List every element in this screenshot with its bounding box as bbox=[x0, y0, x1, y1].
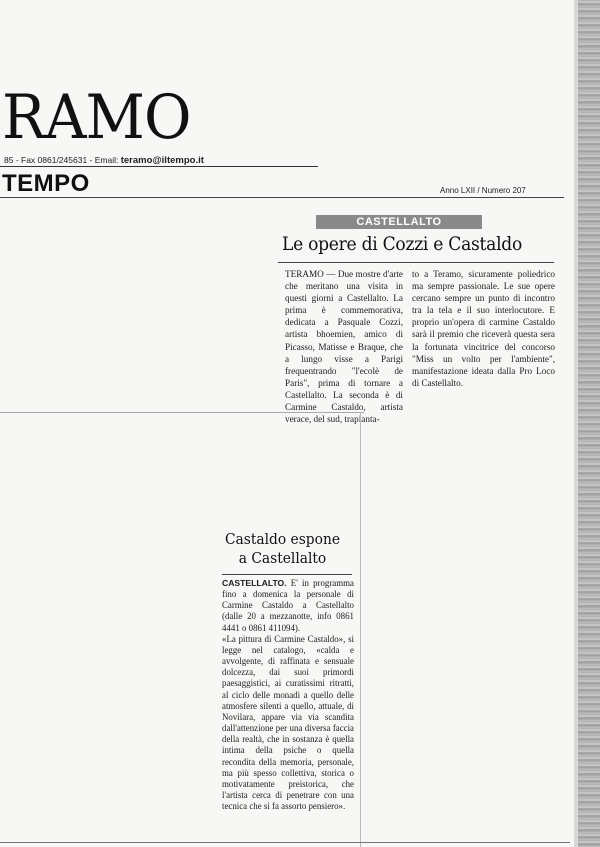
article1-headline-rule bbox=[278, 262, 554, 263]
page-bottom-edge bbox=[0, 842, 570, 843]
newspaper-name: TEMPO bbox=[2, 170, 90, 197]
article2-dateline: CASTELLALTO. bbox=[222, 578, 287, 588]
article1-column-2 bbox=[412, 268, 555, 389]
contact-phone-fax: 85 - Fax 0861/245631 - Email: bbox=[4, 155, 119, 165]
masthead-city-name: RAMO bbox=[2, 81, 191, 153]
article2-paragraph-1 bbox=[222, 578, 354, 634]
clipping-border bbox=[0, 412, 364, 413]
article1-dateline: TERAMO — bbox=[285, 269, 336, 279]
clipping-border-vertical bbox=[360, 412, 361, 847]
article2-paragraph-2: «La pittura di Carmine Castaldo», si legge nel catalogo, «calda e avvolgente, di raffinata e sensuale dolcezza, dai suoi primordi paesaggistici, ai curatissimi ritratti, al ciclo delle monadi a quello delle atmosfere silenti a quello, attuale, di Novilara, appare via via scandita dall'attenzione per una diversa faccia della realtà, che in sostanza è quella intima della psiche o quella recondita della memoria, personale, ma più spesso collettiva, storica o motivatamente preistorica, che l'artista cerca di penetrare con una tecnica che si fa assorto pensiero». bbox=[222, 633, 354, 812]
masthead-rule bbox=[0, 166, 318, 167]
article2-headline-rule bbox=[222, 574, 352, 575]
header-rule bbox=[0, 197, 564, 198]
article2-para1-text: E' in programma fino a domenica la personale di Carmine Castaldo a Castellalto (dalle 20 a mezzanotte, info 0861 4441 o 0861 411094). bbox=[222, 578, 354, 633]
contact-email: teramo@iltempo.it bbox=[120, 155, 204, 166]
article2-headline bbox=[207, 530, 359, 568]
article2-body bbox=[222, 578, 354, 812]
scan-edge-shadow bbox=[578, 0, 600, 847]
issue-number: Anno LXII / Numero 207 bbox=[440, 186, 526, 195]
article1-column-1 bbox=[285, 268, 403, 425]
article1-col1-text: Due mostre d'arte che meritano una visita in questi giorni a Castellalto. La prima è commemorativa, dedicata a Pasquale Cozzi, artista bhoemien, amico di Picasso, Matisse e Braque, che a lungo visse a Parigi frequentrando "l'ecolè de Paris", prima di tornare a Castellalto. La seconda è di Carmine Castaldo, artista verace, del sud, trapianta- bbox=[285, 269, 403, 425]
masthead-contact-line bbox=[4, 155, 204, 166]
article2-headline-line1: Castaldo espone bbox=[224, 530, 341, 548]
article1-headline: Le opere di Cozzi e Castaldo bbox=[282, 233, 522, 255]
article1-col2-text: to a Teramo, sicuramente poliedrico ma sempre passionale. Le sue opere cercano sempre un punto di incontro tra la tela e il suo interlocutore. E proprio un'opera di carmine Castaldo sarà il premio che riceverà questa sera la fortunata vincitrice del concorso "Miss un volto per l'ambiente", manifestazione ideata dalla Pro Loco di Castellalto. bbox=[412, 269, 555, 388]
article1-kicker: CASTELLALTO bbox=[316, 215, 482, 229]
article2-headline-line2: a Castellalto bbox=[238, 549, 327, 567]
